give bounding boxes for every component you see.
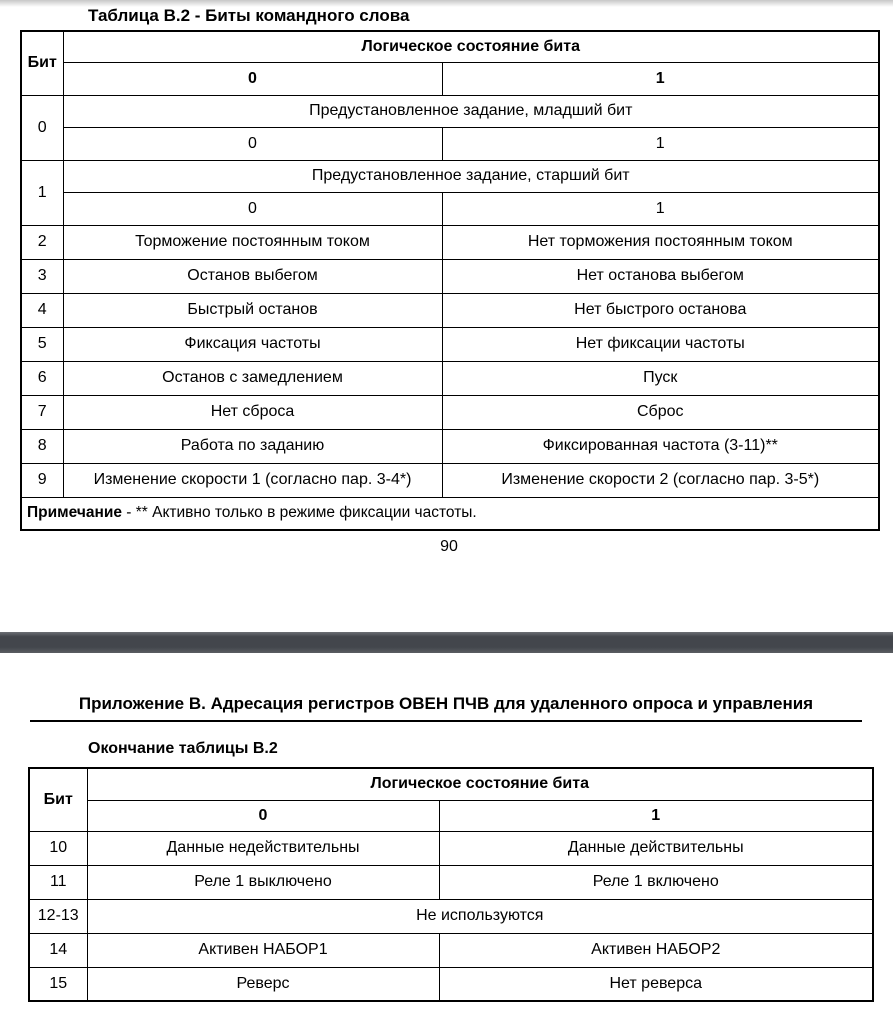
state1-cell: Изменение скорости 2 (согласно пар. 3-5*) [442, 463, 879, 497]
state0-cell: Торможение постоянным током [63, 225, 442, 259]
command-word-bits-table-part1 [20, 30, 880, 531]
bit-cell: 7 [21, 395, 63, 429]
table-row-bit4 [21, 293, 879, 327]
table-row-bit5 [21, 327, 879, 361]
table-row-bit9 [21, 463, 879, 497]
state0-cell: Данные недействительны [87, 831, 439, 865]
state-column-header: Логическое состояние бита [63, 31, 879, 62]
state0-cell: 0 [63, 127, 442, 160]
table-row-bit10 [29, 831, 873, 865]
table-row-bit8 [21, 429, 879, 463]
table-subheader-row [21, 62, 879, 95]
table-note [21, 497, 879, 530]
state1-cell: Активен НАБОР2 [439, 933, 873, 967]
state0-cell: 0 [63, 192, 442, 225]
table-row-bit7 [21, 395, 879, 429]
bit-cell: 11 [29, 865, 87, 899]
state1-cell: 1 [442, 127, 879, 160]
table-note-row [21, 497, 879, 530]
col0-header: 0 [63, 62, 442, 95]
state0-cell: Активен НАБОР1 [87, 933, 439, 967]
table-subheader-row [29, 800, 873, 831]
bit-cell: 4 [21, 293, 63, 327]
bit-cell: 10 [29, 831, 87, 865]
state0-cell: Быстрый останов [63, 293, 442, 327]
state1-cell: Данные действительны [439, 831, 873, 865]
bit-cell: 0 [21, 95, 63, 160]
bit-cell: 6 [21, 361, 63, 395]
state0-cell: Работа по заданию [63, 429, 442, 463]
note-text: - ** Активно только в режиме фиксации частоты. [121, 504, 477, 522]
state0-cell: Изменение скорости 1 (согласно пар. 3-4*) [63, 463, 442, 497]
table-b2-title: Таблица В.2 - Биты командного слова [88, 6, 410, 25]
table-row-bit11 [29, 865, 873, 899]
state0-cell: Реле 1 выключено [87, 865, 439, 899]
note-label: Примечание [27, 504, 122, 522]
state1-cell: Фиксированная частота (3-11)** [442, 429, 879, 463]
bit-cell: 8 [21, 429, 63, 463]
bit-cell: 5 [21, 327, 63, 361]
state1-cell: Нет быстрого останова [442, 293, 879, 327]
state1-cell: Нет фиксации частоты [442, 327, 879, 361]
state0-cell: Останов с замедлением [63, 361, 442, 395]
span-cell: Не используются [87, 899, 873, 933]
table-row-bit1-label [21, 160, 879, 192]
state1-cell: Пуск [442, 361, 879, 395]
table-b2-continuation-title: Окончание таблицы В.2 [88, 740, 278, 757]
state0-cell: Реверс [87, 967, 439, 1001]
table-row-bit2 [21, 225, 879, 259]
table-header-row [21, 31, 879, 62]
table-row-bit12-13 [29, 899, 873, 933]
bit-group-label: Предустановленное задание, старший бит [63, 160, 879, 192]
col1-header: 1 [439, 800, 873, 831]
bit-cell: 12-13 [29, 899, 87, 933]
state1-cell: Нет останова выбегом [442, 259, 879, 293]
appendix-b-heading: Приложение В. Адресация регистров ОВЕН ПЧВ для удаленного опроса и управления [30, 694, 862, 722]
table-row-bit14 [29, 933, 873, 967]
state1-cell: Сброс [442, 395, 879, 429]
state-column-header: Логическое состояние бита [87, 768, 873, 800]
bit-cell: 3 [21, 259, 63, 293]
state0-cell: Останов выбегом [63, 259, 442, 293]
bit-cell: 1 [21, 160, 63, 225]
table-row-bit0-label [21, 95, 879, 127]
bit-column-header: Бит [29, 768, 87, 831]
state1-cell: Нет реверса [439, 967, 873, 1001]
page-number: 90 [440, 538, 458, 555]
state1-cell: Реле 1 включено [439, 865, 873, 899]
bit-cell: 14 [29, 933, 87, 967]
table-row-bit1-values [21, 192, 879, 225]
table-row-bit3 [21, 259, 879, 293]
bit-column-header: Бит [21, 31, 63, 95]
table-row-bit0-values [21, 127, 879, 160]
state1-cell: 1 [442, 192, 879, 225]
state0-cell: Нет сброса [63, 395, 442, 429]
state1-cell: Нет торможения постоянным током [442, 225, 879, 259]
bit-cell: 15 [29, 967, 87, 1001]
state0-cell: Фиксация частоты [63, 327, 442, 361]
table-row-bit15 [29, 967, 873, 1001]
col0-header: 0 [87, 800, 439, 831]
bit-cell: 2 [21, 225, 63, 259]
command-word-bits-table-part2 [28, 767, 874, 1002]
page-break-divider [0, 632, 893, 653]
table-header-row [29, 768, 873, 800]
table-row-bit6 [21, 361, 879, 395]
bit-group-label: Предустановленное задание, младший бит [63, 95, 879, 127]
bit-cell: 9 [21, 463, 63, 497]
col1-header: 1 [442, 62, 879, 95]
